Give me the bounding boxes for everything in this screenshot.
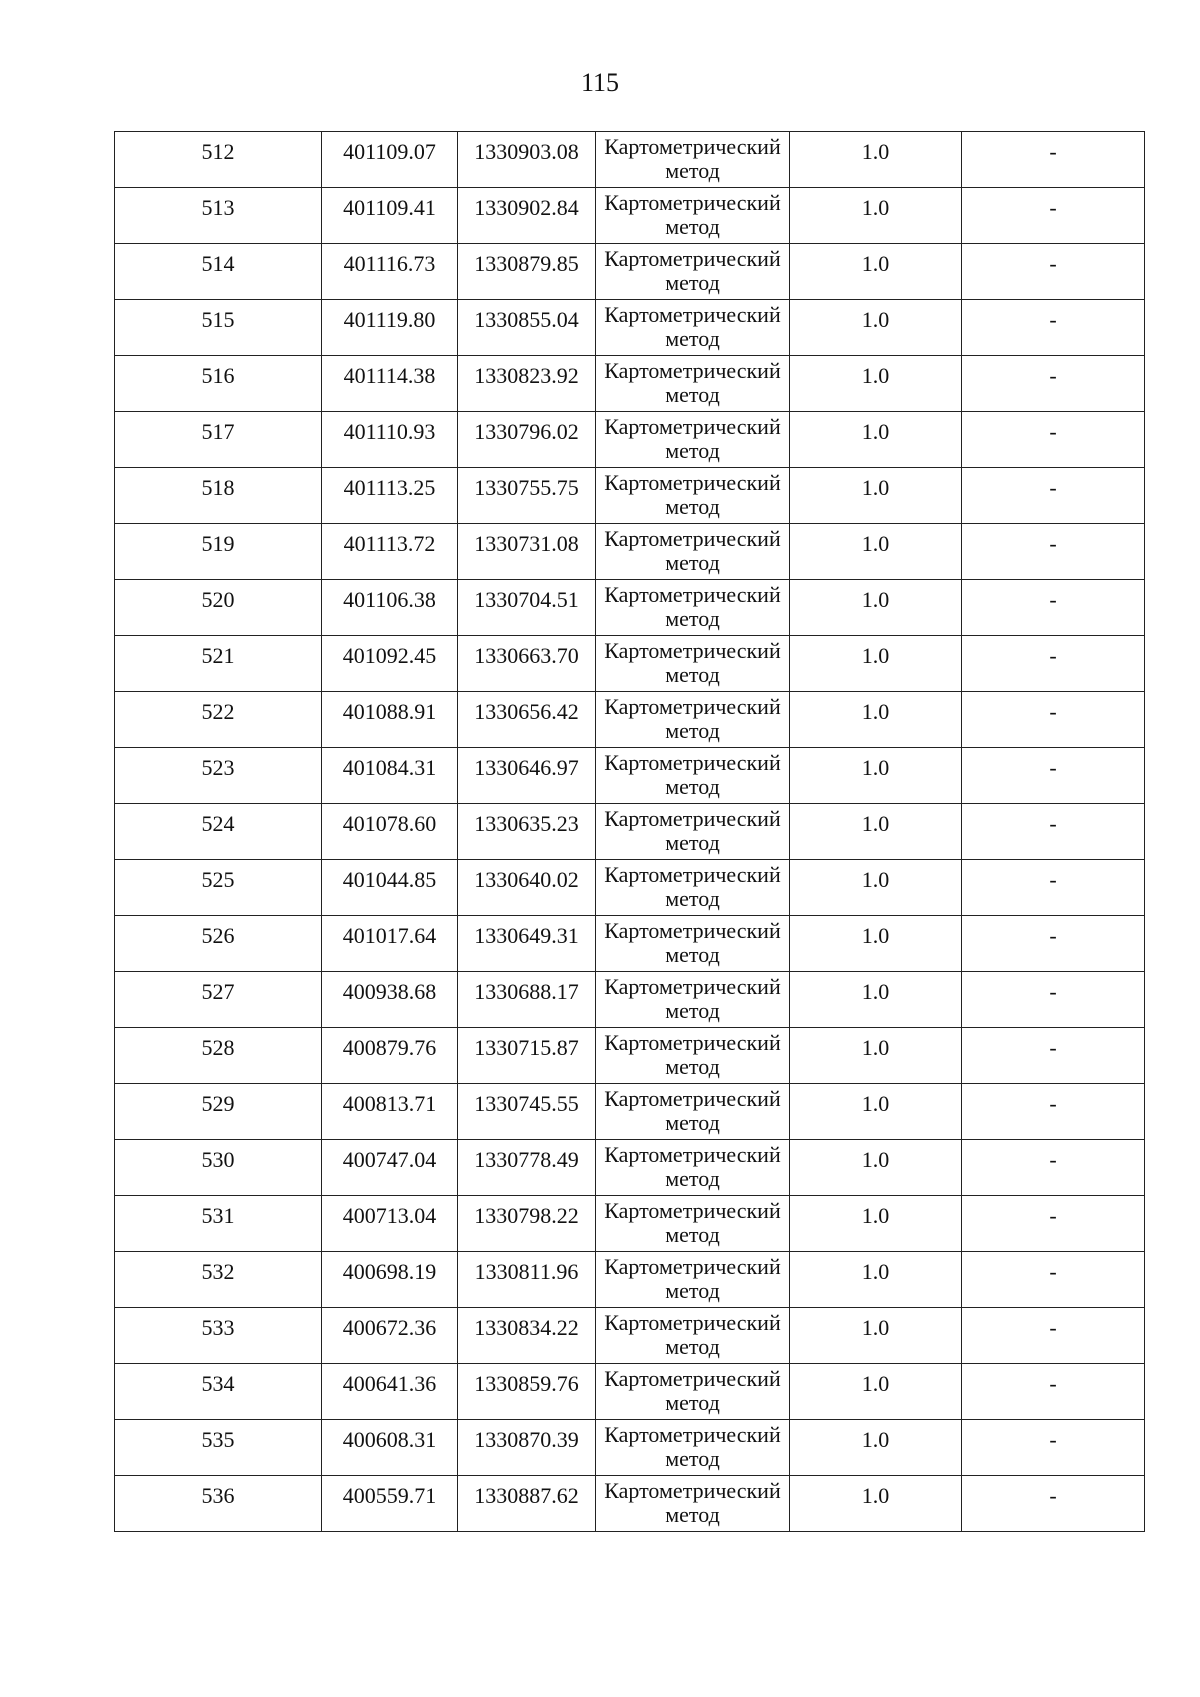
x-coordinate-cell: 400747.04: [322, 1140, 458, 1196]
method-cell: Картометрический метод: [596, 300, 790, 356]
table-row: [115, 188, 1145, 244]
accuracy-cell: 1.0: [790, 804, 962, 860]
note-cell: -: [962, 1196, 1145, 1252]
accuracy-cell: 1.0: [790, 524, 962, 580]
note-cell: -: [962, 580, 1145, 636]
point-number-cell: 529: [115, 1084, 322, 1140]
y-coordinate-cell: 1330688.17: [458, 972, 596, 1028]
table-row: [115, 300, 1145, 356]
y-coordinate-cell: 1330887.62: [458, 1476, 596, 1532]
y-coordinate-cell: 1330704.51: [458, 580, 596, 636]
y-coordinate-cell: 1330640.02: [458, 860, 596, 916]
accuracy-cell: 1.0: [790, 636, 962, 692]
note-cell: -: [962, 188, 1145, 244]
table-row: [115, 468, 1145, 524]
accuracy-cell: 1.0: [790, 1028, 962, 1084]
accuracy-cell: 1.0: [790, 132, 962, 188]
note-cell: -: [962, 1364, 1145, 1420]
accuracy-cell: 1.0: [790, 1196, 962, 1252]
point-number-cell: 515: [115, 300, 322, 356]
x-coordinate-cell: 400641.36: [322, 1364, 458, 1420]
accuracy-cell: 1.0: [790, 1476, 962, 1532]
table-row: [115, 356, 1145, 412]
x-coordinate-cell: 401113.72: [322, 524, 458, 580]
note-cell: -: [962, 468, 1145, 524]
note-cell: -: [962, 1140, 1145, 1196]
x-coordinate-cell: 401113.25: [322, 468, 458, 524]
point-number-cell: 514: [115, 244, 322, 300]
table-row: [115, 1084, 1145, 1140]
method-cell: Картометрический метод: [596, 524, 790, 580]
accuracy-cell: 1.0: [790, 244, 962, 300]
y-coordinate-cell: 1330798.22: [458, 1196, 596, 1252]
table-row: [115, 636, 1145, 692]
y-coordinate-cell: 1330859.76: [458, 1364, 596, 1420]
y-coordinate-cell: 1330715.87: [458, 1028, 596, 1084]
table-row: [115, 1476, 1145, 1532]
method-cell: Картометрический метод: [596, 804, 790, 860]
table-row: [115, 748, 1145, 804]
note-cell: -: [962, 636, 1145, 692]
x-coordinate-cell: 400938.68: [322, 972, 458, 1028]
note-cell: -: [962, 1308, 1145, 1364]
note-cell: -: [962, 1420, 1145, 1476]
y-coordinate-cell: 1330796.02: [458, 412, 596, 468]
coordinates-table-body: [115, 132, 1145, 1532]
table-row: [115, 412, 1145, 468]
table-row: [115, 860, 1145, 916]
note-cell: -: [962, 692, 1145, 748]
y-coordinate-cell: 1330855.04: [458, 300, 596, 356]
y-coordinate-cell: 1330656.42: [458, 692, 596, 748]
point-number-cell: 536: [115, 1476, 322, 1532]
y-coordinate-cell: 1330778.49: [458, 1140, 596, 1196]
y-coordinate-cell: 1330663.70: [458, 636, 596, 692]
x-coordinate-cell: 401078.60: [322, 804, 458, 860]
accuracy-cell: 1.0: [790, 412, 962, 468]
table-row: [115, 1420, 1145, 1476]
method-cell: Картометрический метод: [596, 860, 790, 916]
y-coordinate-cell: 1330834.22: [458, 1308, 596, 1364]
point-number-cell: 512: [115, 132, 322, 188]
point-number-cell: 516: [115, 356, 322, 412]
method-cell: Картометрический метод: [596, 580, 790, 636]
accuracy-cell: 1.0: [790, 692, 962, 748]
accuracy-cell: 1.0: [790, 1420, 962, 1476]
coordinates-table: [114, 131, 1145, 1532]
point-number-cell: 523: [115, 748, 322, 804]
accuracy-cell: 1.0: [790, 1140, 962, 1196]
method-cell: Картометрический метод: [596, 1252, 790, 1308]
y-coordinate-cell: 1330646.97: [458, 748, 596, 804]
method-cell: Картометрический метод: [596, 748, 790, 804]
x-coordinate-cell: 401116.73: [322, 244, 458, 300]
point-number-cell: 532: [115, 1252, 322, 1308]
method-cell: Картометрический метод: [596, 1028, 790, 1084]
point-number-cell: 525: [115, 860, 322, 916]
note-cell: -: [962, 1028, 1145, 1084]
table-row: [115, 1364, 1145, 1420]
accuracy-cell: 1.0: [790, 916, 962, 972]
note-cell: -: [962, 972, 1145, 1028]
x-coordinate-cell: 400698.19: [322, 1252, 458, 1308]
note-cell: -: [962, 860, 1145, 916]
note-cell: -: [962, 1476, 1145, 1532]
note-cell: -: [962, 1252, 1145, 1308]
point-number-cell: 535: [115, 1420, 322, 1476]
y-coordinate-cell: 1330811.96: [458, 1252, 596, 1308]
method-cell: Картометрический метод: [596, 244, 790, 300]
x-coordinate-cell: 400879.76: [322, 1028, 458, 1084]
point-number-cell: 528: [115, 1028, 322, 1084]
table-row: [115, 972, 1145, 1028]
note-cell: -: [962, 1084, 1145, 1140]
y-coordinate-cell: 1330903.08: [458, 132, 596, 188]
y-coordinate-cell: 1330745.55: [458, 1084, 596, 1140]
accuracy-cell: 1.0: [790, 860, 962, 916]
method-cell: Картометрический метод: [596, 1308, 790, 1364]
accuracy-cell: 1.0: [790, 1364, 962, 1420]
x-coordinate-cell: 401044.85: [322, 860, 458, 916]
point-number-cell: 520: [115, 580, 322, 636]
x-coordinate-cell: 401114.38: [322, 356, 458, 412]
x-coordinate-cell: 400672.36: [322, 1308, 458, 1364]
point-number-cell: 522: [115, 692, 322, 748]
point-number-cell: 534: [115, 1364, 322, 1420]
method-cell: Картометрический метод: [596, 1140, 790, 1196]
page-number: 115: [580, 68, 620, 97]
accuracy-cell: 1.0: [790, 356, 962, 412]
accuracy-cell: 1.0: [790, 1252, 962, 1308]
method-cell: Картометрический метод: [596, 188, 790, 244]
y-coordinate-cell: 1330755.75: [458, 468, 596, 524]
point-number-cell: 530: [115, 1140, 322, 1196]
x-coordinate-cell: 400608.31: [322, 1420, 458, 1476]
table-row: [115, 580, 1145, 636]
table-row: [115, 1028, 1145, 1084]
x-coordinate-cell: 401092.45: [322, 636, 458, 692]
x-coordinate-cell: 401084.31: [322, 748, 458, 804]
method-cell: Картометрический метод: [596, 916, 790, 972]
y-coordinate-cell: 1330731.08: [458, 524, 596, 580]
note-cell: -: [962, 412, 1145, 468]
x-coordinate-cell: 401106.38: [322, 580, 458, 636]
method-cell: Картометрический метод: [596, 1476, 790, 1532]
method-cell: Картометрический метод: [596, 1364, 790, 1420]
x-coordinate-cell: 401110.93: [322, 412, 458, 468]
point-number-cell: 524: [115, 804, 322, 860]
table-row: [115, 916, 1145, 972]
y-coordinate-cell: 1330870.39: [458, 1420, 596, 1476]
note-cell: -: [962, 916, 1145, 972]
point-number-cell: 533: [115, 1308, 322, 1364]
x-coordinate-cell: 401109.07: [322, 132, 458, 188]
y-coordinate-cell: 1330635.23: [458, 804, 596, 860]
table-row: [115, 804, 1145, 860]
x-coordinate-cell: 401017.64: [322, 916, 458, 972]
accuracy-cell: 1.0: [790, 1084, 962, 1140]
point-number-cell: 526: [115, 916, 322, 972]
method-cell: Картометрический метод: [596, 468, 790, 524]
point-number-cell: 517: [115, 412, 322, 468]
point-number-cell: 518: [115, 468, 322, 524]
accuracy-cell: 1.0: [790, 300, 962, 356]
accuracy-cell: 1.0: [790, 748, 962, 804]
method-cell: Картометрический метод: [596, 1196, 790, 1252]
y-coordinate-cell: 1330649.31: [458, 916, 596, 972]
table-row: [115, 244, 1145, 300]
point-number-cell: 513: [115, 188, 322, 244]
point-number-cell: 527: [115, 972, 322, 1028]
y-coordinate-cell: 1330879.85: [458, 244, 596, 300]
note-cell: -: [962, 244, 1145, 300]
method-cell: Картометрический метод: [596, 636, 790, 692]
note-cell: -: [962, 132, 1145, 188]
method-cell: Картометрический метод: [596, 356, 790, 412]
note-cell: -: [962, 356, 1145, 412]
table-row: [115, 524, 1145, 580]
table-row: [115, 132, 1145, 188]
method-cell: Картометрический метод: [596, 972, 790, 1028]
table-row: [115, 1140, 1145, 1196]
x-coordinate-cell: 400559.71: [322, 1476, 458, 1532]
note-cell: -: [962, 804, 1145, 860]
note-cell: -: [962, 524, 1145, 580]
y-coordinate-cell: 1330902.84: [458, 188, 596, 244]
method-cell: Картометрический метод: [596, 412, 790, 468]
accuracy-cell: 1.0: [790, 188, 962, 244]
accuracy-cell: 1.0: [790, 580, 962, 636]
x-coordinate-cell: 400713.04: [322, 1196, 458, 1252]
method-cell: Картометрический метод: [596, 1420, 790, 1476]
x-coordinate-cell: 401088.91: [322, 692, 458, 748]
x-coordinate-cell: 401119.80: [322, 300, 458, 356]
y-coordinate-cell: 1330823.92: [458, 356, 596, 412]
table-row: [115, 1308, 1145, 1364]
accuracy-cell: 1.0: [790, 972, 962, 1028]
point-number-cell: 519: [115, 524, 322, 580]
table-row: [115, 1252, 1145, 1308]
x-coordinate-cell: 400813.71: [322, 1084, 458, 1140]
method-cell: Картометрический метод: [596, 692, 790, 748]
accuracy-cell: 1.0: [790, 1308, 962, 1364]
method-cell: Картометрический метод: [596, 1084, 790, 1140]
table-row: [115, 692, 1145, 748]
method-cell: Картометрический метод: [596, 132, 790, 188]
x-coordinate-cell: 401109.41: [322, 188, 458, 244]
table-row: [115, 1196, 1145, 1252]
accuracy-cell: 1.0: [790, 468, 962, 524]
note-cell: -: [962, 300, 1145, 356]
note-cell: -: [962, 748, 1145, 804]
point-number-cell: 521: [115, 636, 322, 692]
point-number-cell: 531: [115, 1196, 322, 1252]
